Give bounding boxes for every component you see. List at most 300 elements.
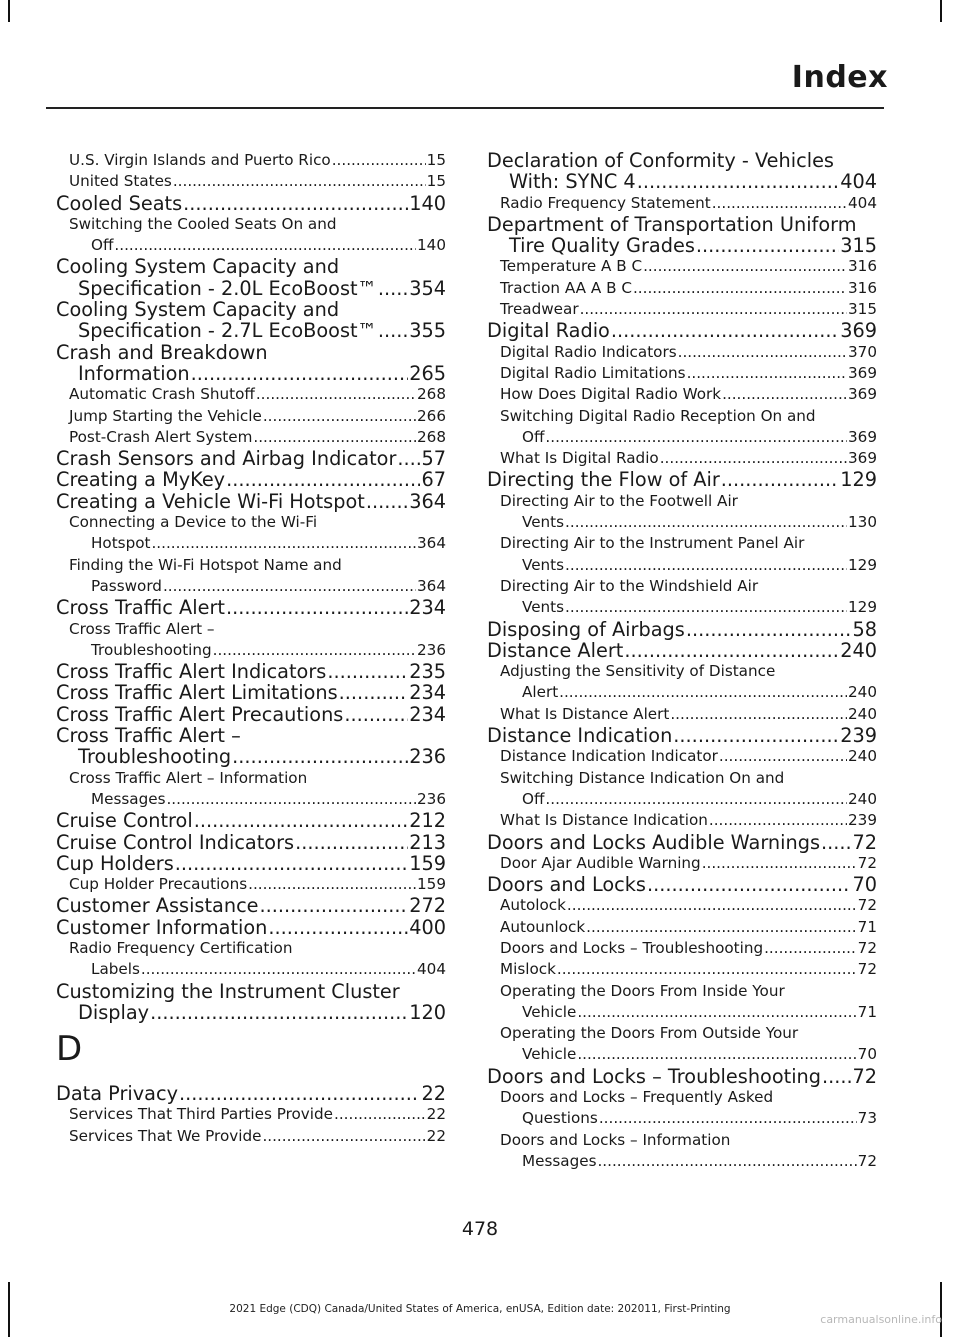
entry-row: [56, 597, 446, 618]
dot-leader: [577, 1044, 856, 1065]
entry-text: Mislock: [500, 960, 556, 979]
entry-text: Messages: [522, 1151, 597, 1170]
dot-leader: [194, 810, 408, 831]
dot-leader: [580, 299, 847, 320]
entry-text: Vents: [522, 555, 565, 574]
dot-leader: [678, 342, 847, 363]
dot-leader: [565, 512, 847, 533]
entry-text: Digital Radio Limitations: [500, 363, 686, 382]
entry-page-number: 22: [421, 1082, 446, 1106]
entry-page-number: 15: [426, 172, 446, 191]
entry-text: Off: [522, 789, 545, 808]
entry-row: [487, 725, 877, 746]
entry-row: [487, 171, 877, 192]
dot-leader: [647, 874, 851, 895]
entry-row: [487, 1044, 877, 1065]
dot-leader: [764, 938, 857, 959]
entry-page-number: 364: [417, 534, 446, 553]
entry-page-number: 159: [417, 875, 446, 894]
entry-text: Digital Radio Indicators: [500, 342, 677, 361]
entry-text: Cup Holders: [56, 851, 174, 875]
entry-text: Jump Starting the Vehicle: [69, 406, 262, 425]
dot-leader: [545, 789, 847, 810]
index-entry: [487, 725, 877, 746]
entry-row: [487, 1066, 877, 1087]
entry-text: Questions: [522, 1109, 598, 1128]
entry-text-line: Cross Traffic Alert – Information: [69, 768, 308, 787]
entry-text: Services That Third Parties Provide: [69, 1105, 334, 1124]
entry-page-number: 72: [857, 960, 877, 979]
entry-text-line: Directing Air to the Windshield Air: [500, 576, 759, 595]
index-entry: [56, 256, 446, 299]
crop-mark-top-left: [8, 0, 10, 22]
index-subentry: [487, 256, 877, 277]
entry-page-number: 159: [409, 851, 446, 875]
index-subentry: [487, 1087, 877, 1130]
entry-page-number: 265: [409, 361, 446, 385]
index-subentry: [487, 1130, 877, 1173]
index-entry: [56, 1083, 446, 1104]
dot-leader: [150, 1002, 408, 1023]
entry-row: [56, 640, 446, 661]
entry-row: [500, 810, 877, 831]
entry-text: Vehicle: [522, 1045, 577, 1064]
index-subentry: [487, 576, 877, 619]
entry-text: Doors and Locks – Troubleshooting: [500, 938, 764, 957]
dot-leader: [709, 810, 847, 831]
entry-text-line: Adjusting the Sensitivity of Distance: [500, 662, 776, 681]
dot-leader: [643, 256, 847, 277]
index-entry: [56, 682, 446, 703]
entry-row: [487, 512, 877, 533]
dot-leader: [114, 235, 416, 256]
entry-text-line: Crash and Breakdown: [56, 340, 268, 364]
entry-text-line: Operating the Doors From Inside Your: [500, 981, 785, 1000]
entry-row: [69, 406, 446, 427]
entry-row: [69, 150, 446, 171]
entry-page-number: 236: [409, 745, 446, 769]
entry-text-line: Operating the Doors From Outside Your: [500, 1024, 799, 1043]
index-subentry: [487, 704, 877, 725]
entry-row: [56, 832, 446, 853]
entry-row: [500, 917, 877, 938]
dot-leader: [334, 1104, 426, 1125]
entry-row: [56, 853, 446, 874]
entry-text: United States: [69, 172, 172, 191]
entry-page-number: 71: [857, 917, 877, 936]
entry-text: What Is Distance Alert: [500, 704, 670, 723]
index-entry: [56, 853, 446, 874]
entry-text: Creating a MyKey: [56, 468, 226, 492]
dot-leader: [179, 1083, 420, 1104]
entry-text: Specification - 2.0L EcoBoost™: [78, 276, 377, 300]
index-subentry: [487, 278, 877, 299]
header-rule: [46, 107, 884, 109]
entry-page-number: 72: [852, 1064, 877, 1088]
entry-page-number: 213: [409, 830, 446, 854]
entry-text: What Is Digital Radio: [500, 449, 659, 468]
entry-row: [487, 469, 877, 490]
entry-page-number: 364: [409, 489, 446, 513]
entry-text: Doors and Locks Audible Warnings: [487, 830, 820, 854]
dot-leader: [268, 917, 408, 938]
entry-text: Customer Information: [56, 915, 268, 939]
dot-leader: [332, 150, 426, 171]
dot-leader: [253, 427, 416, 448]
entry-text-line: Department of Transportation Uniform: [487, 212, 857, 236]
index-subentry: [487, 448, 877, 469]
index-subentry: [487, 981, 877, 1024]
entry-page-number: 129: [848, 598, 877, 617]
entry-page-number: 404: [840, 170, 877, 194]
entry-page-number: 369: [848, 363, 877, 382]
entry-page-number: 316: [848, 257, 877, 276]
index-subentry: [56, 512, 446, 555]
entry-page-number: 369: [840, 319, 877, 343]
entry-page-number: 72: [857, 896, 877, 915]
entry-row: [69, 427, 446, 448]
entry-text: Cross Traffic Alert Indicators: [56, 660, 327, 684]
dot-leader: [163, 576, 416, 597]
index-entry: [56, 491, 446, 512]
entry-row: [487, 1151, 877, 1172]
entry-page-number: 355: [409, 319, 446, 343]
entry-row: [487, 1108, 877, 1129]
index-entry: [56, 193, 446, 214]
dot-leader: [565, 597, 847, 618]
entry-page-number: 72: [852, 830, 877, 854]
entry-text: Tire Quality Grades: [509, 234, 695, 258]
edition-footer: 2021 Edge (CDQ) Canada/United States of America, enUSA, Edition date: 202011, First-Printing: [229, 1303, 731, 1315]
index-subentry: [56, 214, 446, 257]
entry-text: Cross Traffic Alert: [56, 596, 225, 620]
entry-row: [69, 1104, 446, 1125]
index-entry: [56, 725, 446, 768]
entry-row: [56, 959, 446, 980]
entry-page-number: 354: [409, 276, 446, 300]
entry-text: Doors and Locks – Troubleshooting: [487, 1064, 822, 1088]
entry-row: [487, 235, 877, 256]
entry-text: Labels: [91, 960, 140, 979]
dot-leader: [822, 1066, 851, 1087]
index-entry: [56, 448, 446, 469]
entry-text-line: Cross Traffic Alert –: [56, 724, 241, 748]
entry-row: [487, 789, 877, 810]
entry-row: [56, 576, 446, 597]
entry-text-line: Doors and Locks – Information: [500, 1130, 731, 1149]
entry-text: Information: [78, 361, 190, 385]
page-number: 478: [461, 1218, 499, 1240]
entry-row: [56, 491, 446, 512]
page-title: Index: [791, 60, 888, 95]
index-subentry: [487, 853, 877, 874]
index-subentry: [487, 768, 877, 811]
watermark-text: carmanualsonline.info: [820, 1313, 942, 1326]
index-column-left: [56, 150, 446, 1147]
entry-row: [56, 193, 446, 214]
dot-leader: [633, 278, 847, 299]
index-entry: [56, 299, 446, 342]
entry-page-number: 22: [426, 1126, 446, 1145]
index-subentry: [56, 150, 446, 171]
entry-text: With: SYNC 4: [509, 170, 636, 194]
index-subentry: [487, 342, 877, 363]
dot-leader: [721, 469, 839, 490]
index-subentry: [56, 384, 446, 405]
dot-leader: [599, 1108, 857, 1129]
entry-row: [56, 448, 446, 469]
index-subentry: [487, 299, 877, 320]
entry-row: [487, 682, 877, 703]
index-subentry: [487, 661, 877, 704]
index-subentry: [56, 406, 446, 427]
entry-page-number: 130: [848, 513, 877, 532]
entry-row: [56, 320, 446, 341]
entry-text-line: Connecting a Device to the Wi-Fi: [69, 513, 318, 532]
dot-leader: [263, 406, 416, 427]
entry-text-line: Switching Distance Indication On and: [500, 768, 785, 787]
entry-text: Temperature A B C: [500, 257, 643, 276]
entry-text-line: Customizing the Instrument Cluster: [56, 979, 400, 1003]
entry-text: Treadwear: [500, 300, 579, 319]
dot-leader: [260, 895, 409, 916]
entry-row: [56, 917, 446, 938]
index-entry: [487, 619, 877, 640]
entry-text: Services That We Provide: [69, 1126, 262, 1145]
entry-row: [487, 619, 877, 640]
dot-leader: [183, 193, 408, 214]
entry-row: [56, 704, 446, 725]
entry-row: [487, 427, 877, 448]
entry-text: Distance Alert: [487, 638, 624, 662]
dot-leader: [173, 171, 426, 192]
entry-page-number: 369: [848, 427, 877, 446]
dot-leader: [545, 427, 847, 448]
entry-text: Traction AA A B C: [500, 278, 632, 297]
entry-page-number: 234: [409, 596, 446, 620]
entry-row: [487, 832, 877, 853]
index-entry: [56, 917, 446, 938]
entry-text: Vehicle: [522, 1002, 577, 1021]
entry-text: Disposing of Airbags: [487, 617, 685, 641]
entry-page-number: 71: [857, 1002, 877, 1021]
index-entry: [56, 342, 446, 385]
entry-text: Post-Crash Alert System: [69, 427, 253, 446]
index-subentry: [56, 619, 446, 662]
entry-page-number: 140: [409, 191, 446, 215]
entry-text: Distance Indication: [487, 724, 673, 748]
index-subentry: [487, 193, 877, 214]
entry-page-number: 240: [848, 704, 877, 723]
dot-leader: [226, 469, 420, 490]
crop-mark-top-right: [940, 0, 942, 22]
entry-text-line: Declaration of Conformity - Vehicles: [487, 149, 834, 172]
dot-leader: [702, 853, 857, 874]
entry-text: Cup Holder Precautions: [69, 875, 248, 894]
dot-leader: [151, 533, 416, 554]
dot-leader: [597, 1151, 856, 1172]
entry-page-number: 239: [848, 811, 877, 830]
index-entry: [56, 597, 446, 618]
index-subentry: [487, 746, 877, 767]
index-entry: [56, 661, 446, 682]
entry-text: Troubleshooting: [91, 640, 212, 659]
entry-text-line: Finding the Wi-Fi Hotspot Name and: [69, 555, 342, 574]
entry-page-number: 22: [426, 1105, 446, 1124]
entry-text: Doors and Locks: [487, 873, 646, 897]
entry-row: [69, 1126, 446, 1147]
entry-row: [56, 661, 446, 682]
entry-row: [56, 810, 446, 831]
entry-page-number: 364: [417, 576, 446, 595]
index-subentry: [487, 363, 877, 384]
index-entry: [487, 874, 877, 895]
index-subentry: [487, 533, 877, 576]
index-subentry: [56, 874, 446, 895]
entry-row: [500, 895, 877, 916]
index-subentry: [56, 768, 446, 811]
index-entry: [56, 704, 446, 725]
entry-text: Cruise Control Indicators: [56, 830, 295, 854]
entry-text: Messages: [91, 789, 166, 808]
entry-text: Digital Radio: [487, 319, 610, 343]
entry-text: How Does Digital Radio Work: [500, 385, 722, 404]
entry-row: [500, 299, 877, 320]
entry-row: [487, 555, 877, 576]
entry-row: [500, 193, 877, 214]
entry-text: U.S. Virgin Islands and Puerto Rico: [69, 151, 331, 169]
dot-leader: [141, 959, 416, 980]
entry-row: [56, 1002, 446, 1023]
dot-leader: [378, 278, 408, 299]
entry-page-number: 70: [852, 873, 877, 897]
entry-text: Cross Traffic Alert Precautions: [56, 702, 344, 726]
entry-page-number: 400: [409, 915, 446, 939]
dot-leader: [175, 853, 408, 874]
dot-leader: [712, 193, 847, 214]
entry-text: Autolock: [500, 896, 566, 915]
dot-leader: [248, 874, 416, 895]
index-entry: [56, 895, 446, 916]
index-subentry: [487, 959, 877, 980]
entry-text: Cross Traffic Alert Limitations: [56, 681, 338, 705]
entry-text: What Is Distance Indication: [500, 811, 708, 830]
entry-page-number: 129: [840, 468, 877, 492]
index-subentry: [56, 1104, 446, 1125]
entry-text: Off: [522, 427, 545, 446]
index-subentry: [487, 406, 877, 449]
dot-leader: [670, 704, 847, 725]
dot-leader: [821, 832, 851, 853]
index-subentry: [487, 1023, 877, 1066]
entry-text-line: Directing Air to the Instrument Panel Air: [500, 534, 805, 553]
entry-page-number: 240: [848, 747, 877, 766]
dot-leader: [256, 384, 416, 405]
dot-leader: [719, 746, 847, 767]
entry-page-number: 73: [857, 1109, 877, 1128]
entry-text: Specification - 2.7L EcoBoost™: [78, 319, 377, 343]
dot-leader: [262, 1126, 425, 1147]
entry-row: [500, 746, 877, 767]
index-subentry: [56, 427, 446, 448]
entry-page-number: 266: [417, 406, 446, 425]
entry-page-number: 240: [848, 683, 877, 702]
entry-row: [56, 235, 446, 256]
entry-row: [69, 171, 446, 192]
entry-page-number: 369: [848, 449, 877, 468]
dot-leader: [213, 640, 416, 661]
entry-page-number: 57: [421, 447, 446, 471]
entry-row: [487, 874, 877, 895]
entry-text: Vents: [522, 598, 565, 617]
entry-page-number: 370: [848, 342, 877, 361]
entry-page-number: 15: [426, 151, 446, 169]
entry-page-number: 72: [857, 938, 877, 957]
entry-row: [500, 363, 877, 384]
entry-page-number: 268: [417, 427, 446, 446]
entry-text: Cruise Control: [56, 809, 193, 833]
entry-page-number: 140: [417, 236, 446, 255]
entry-row: [487, 597, 877, 618]
entry-row: [69, 384, 446, 405]
entry-row: [500, 704, 877, 725]
dot-leader: [637, 171, 839, 192]
entry-page-number: 369: [848, 385, 877, 404]
dot-leader: [397, 448, 420, 469]
index-subentry: [487, 917, 877, 938]
entry-text: Automatic Crash Shutoff: [69, 385, 255, 404]
entry-page-number: 129: [848, 555, 877, 574]
entry-text: Crash Sensors and Airbag Indicator: [56, 447, 397, 471]
dot-leader: [611, 320, 839, 341]
entry-row: [487, 640, 877, 661]
index-subentry: [487, 491, 877, 534]
dot-leader: [696, 235, 839, 256]
entry-text: Radio Frequency Statement: [500, 193, 711, 212]
entry-text-line: Cooling System Capacity and: [56, 298, 340, 322]
index-subentry: [487, 895, 877, 916]
index-entry: [487, 832, 877, 853]
entry-row: [500, 256, 877, 277]
dot-leader: [559, 682, 847, 703]
entry-text: Vents: [522, 513, 565, 532]
entry-page-number: 58: [852, 617, 877, 641]
index-entry: [487, 640, 877, 661]
index-entry: [487, 320, 877, 341]
index-entry: [56, 810, 446, 831]
dot-leader: [565, 555, 847, 576]
entry-page-number: 404: [417, 960, 446, 979]
entry-text: Password: [91, 576, 162, 595]
entry-text: Creating a Vehicle Wi-Fi Hotspot: [56, 489, 365, 513]
index-entry: [56, 469, 446, 490]
dot-leader: [378, 320, 408, 341]
index-subentry: [487, 384, 877, 405]
index-subentry: [56, 171, 446, 192]
entry-row: [500, 278, 877, 299]
dot-leader: [327, 661, 408, 682]
entry-page-number: 212: [409, 809, 446, 833]
entry-row: [56, 789, 446, 810]
index-subentry: [56, 555, 446, 598]
entry-page-number: 120: [409, 1000, 446, 1024]
entry-text-line: Switching the Cooled Seats On and: [69, 214, 337, 233]
dot-leader: [577, 1002, 856, 1023]
entry-text: Distance Indication Indicator: [500, 747, 718, 766]
entry-text: Customer Assistance: [56, 894, 259, 918]
index-entry: [56, 832, 446, 853]
index-column-right: [487, 150, 877, 1172]
